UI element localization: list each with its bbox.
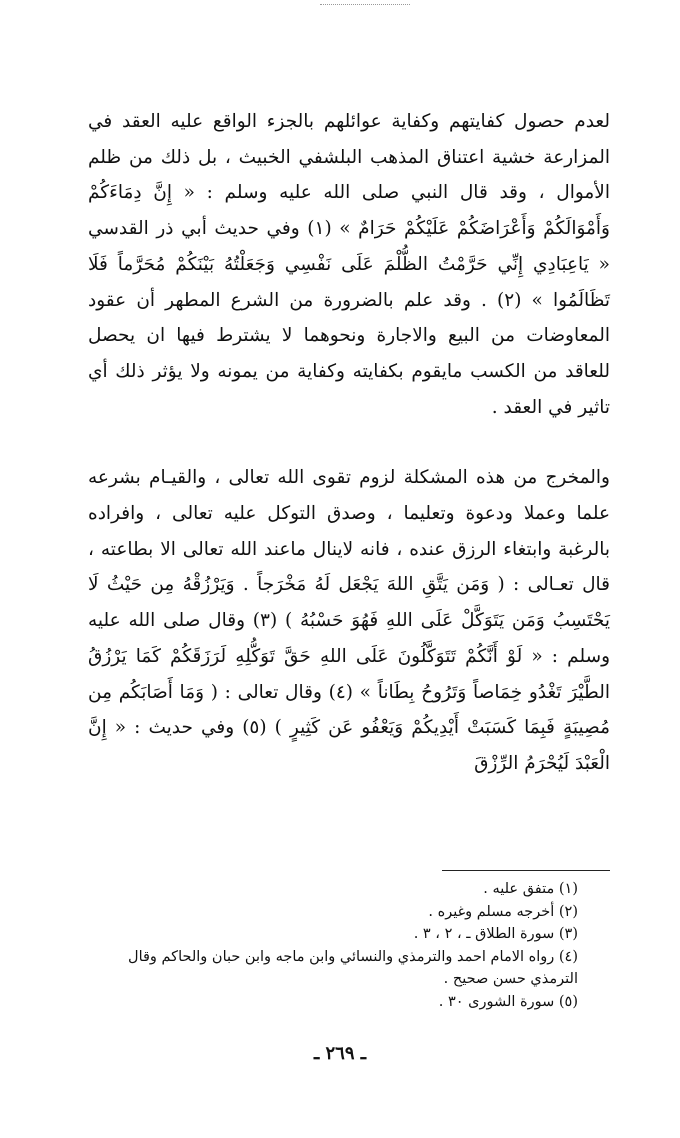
page-number: ـ ٢٦٩ ـ	[313, 1043, 367, 1064]
footnote-3: (٣) سورة الطلاق ـ ، ٢ ، ٣ .	[413, 926, 578, 942]
paragraph-spacer	[88, 425, 610, 460]
paragraph-2: والمخرج من هذه المشكلة لزوم تقوى الله تعالى ، والقيـام بشرعه علما وعملا ودعوة وتعليما ، وصدق التوكل عليه تعالى ، وافراده بالرغبة وابتغاء الرزق عنده ، فانه لاينال ماعند الله تعالى الا بطاعته ، قال تعـالى : ( وَمَن يَتَّقِ اللهَ يَجْعَل لَهُ مَخْرَجاً . وَيَرْزُقْهُ مِن حَيْثُ لَا يَحْتَسِبُ وَمَن يَتَوَكَّلْ عَلَى اللهِ فَهُوَ حَسْبُهُ ) (٣) وقال صلى الله عليه وسلم : « لَوْ أَنَّكُمْ تَتَوَكَّلُونَ عَلَى اللهِ حَقَّ تَوَكُّلِهِ لَرَزَقَكُمْ كَمَا يَرْزُقُ الطَّيْرَ تَغْدُو خِمَاصاً وَتَرُوحُ بِطَاناً » (٤) وقال تعالى : ( وَمَا أَصَابَكُم مِن مُصِيبَةٍ فَبِمَا كَسَبَتْ أَيْدِيكُمْ وَيَعْفُو عَن كَثِيرٍ ) (٥) وفي حديث : « إِنَّ الْعَبْدَ لَيُحْرَمُ الرِّزْقَ	[88, 467, 610, 774]
footnote-1: (١) متفق عليه .	[483, 881, 578, 897]
main-text	[88, 104, 610, 782]
paragraph-1: لعدم حصول كفايتهم وكفاية عوائلهم بالجزء الواقع عليه العقد في المزارعة خشية اعتناق المذهب البلشفي الخبيث ، بل ذلك من ظلم الأموال ، وقد قال النبي صلى الله عليه وسلم : « إِنَّ دِمَاءَكُمْ وَأَمْوَالَكُمْ وَأَعْرَاضَكُمْ عَلَيْكُمْ حَرَامٌ » (١) وفي حديث أبي ذر القدسي « يَاعِبَادِي إِنِّي حَرَّمْتُ الظُّلْمَ عَلَى نَفْسِي وَجَعَلْتُهُ بَيْنَكُمْ مُحَرَّماً فَلَا تَظَالَمُوا » (٢) . وقد علم بالضرورة من الشرع المطهر أن عقود المعاوضات من البيع والاجارة ونحوهما لا يشترط فيها ان يحصل للعاقد من الكسب مايقوم بكفايته وكفاية من يمونه ولا يؤثر ذلك أي تاثير في العقد .	[88, 111, 610, 418]
footnote-4: (٤) رواه الامام احمد والترمذي والنسائي وابن ماجه وابن حبان والحاكم وقال الترمذي حسن صحيح .	[128, 948, 578, 987]
footnotes	[88, 878, 610, 1013]
footnote-divider	[442, 870, 610, 871]
top-margin-mark	[320, 4, 410, 7]
footnote-5: (٥) سورة الشورى ٣٠ .	[438, 993, 578, 1010]
footnote-2: (٢) أخرجه مسلم وغيره .	[428, 903, 578, 920]
